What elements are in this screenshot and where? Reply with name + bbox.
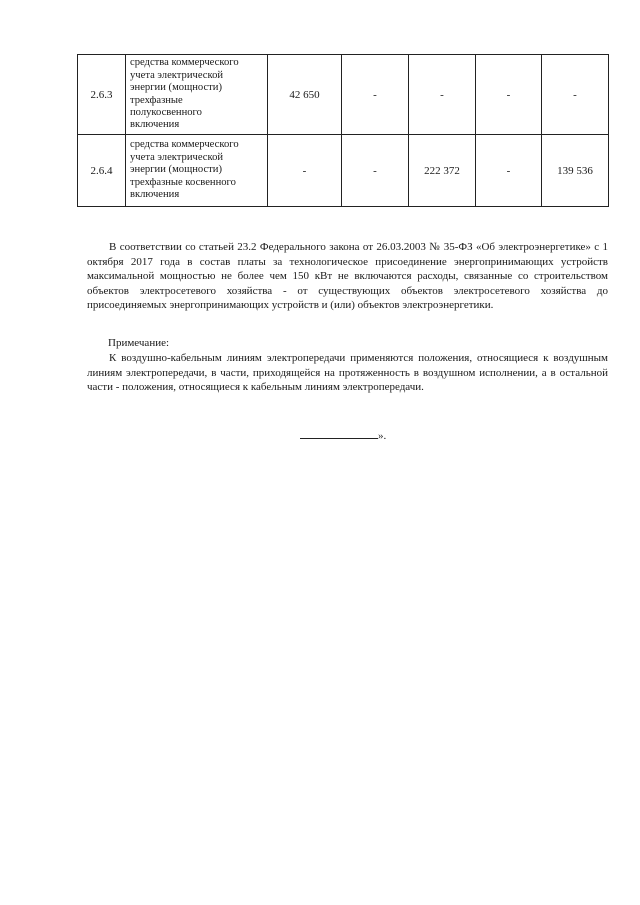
- table-cell: 139 536: [542, 135, 609, 207]
- note-paragraph: К воздушно-кабельным линиям электропередачи применяются положения, относящиеся к воздушным линиям электропередачи, в части, приходящейся на протяженность в воздушном исполнении, а в остальной части - положения, относящиеся к кабельным линиям электропередачи.: [87, 352, 608, 393]
- tariff-table: [77, 54, 609, 207]
- row-number: 2.6.3: [78, 55, 126, 135]
- table-row: [78, 135, 609, 207]
- row-description: средства коммерческого учета электрической энергии (мощности) трехфазные полукосвенного включения: [126, 55, 268, 135]
- table-cell: -: [268, 135, 342, 207]
- table-cell: -: [409, 55, 476, 135]
- row-number: 2.6.4: [78, 135, 126, 207]
- row-description: средства коммерческого учета электрической энергии (мощности) трехфазные косвенного включения: [126, 135, 268, 207]
- table-cell: -: [542, 55, 609, 135]
- table-cell: 42 650: [268, 55, 342, 135]
- table-row: [78, 55, 609, 135]
- table-cell: -: [476, 135, 542, 207]
- signature-line: [300, 429, 378, 439]
- law-reference-paragraph: В соответствии со статьей 23.2 Федерального закона от 26.03.2003 № 35-ФЗ «Об электроэнергетике» с 1 октября 2017 года в состав платы за технологическое присоединение энергопринимающих устройств максимальной мощностью не более чем 150 кВт не включаются расходы, связанные со строительством объектов электросетевого хозяйства - от существующих объектов электросетевого хозяйства до присоединяемых энергопринимающих устройств и (или) объектов электроэнергетики.: [87, 241, 608, 311]
- table-cell: 222 372: [409, 135, 476, 207]
- note-title: Примечание:: [108, 337, 170, 349]
- closing-mark: [300, 429, 386, 442]
- table-cell: -: [476, 55, 542, 135]
- table-cell: -: [342, 55, 409, 135]
- closing-quote: ».: [378, 430, 387, 442]
- table-cell: -: [342, 135, 409, 207]
